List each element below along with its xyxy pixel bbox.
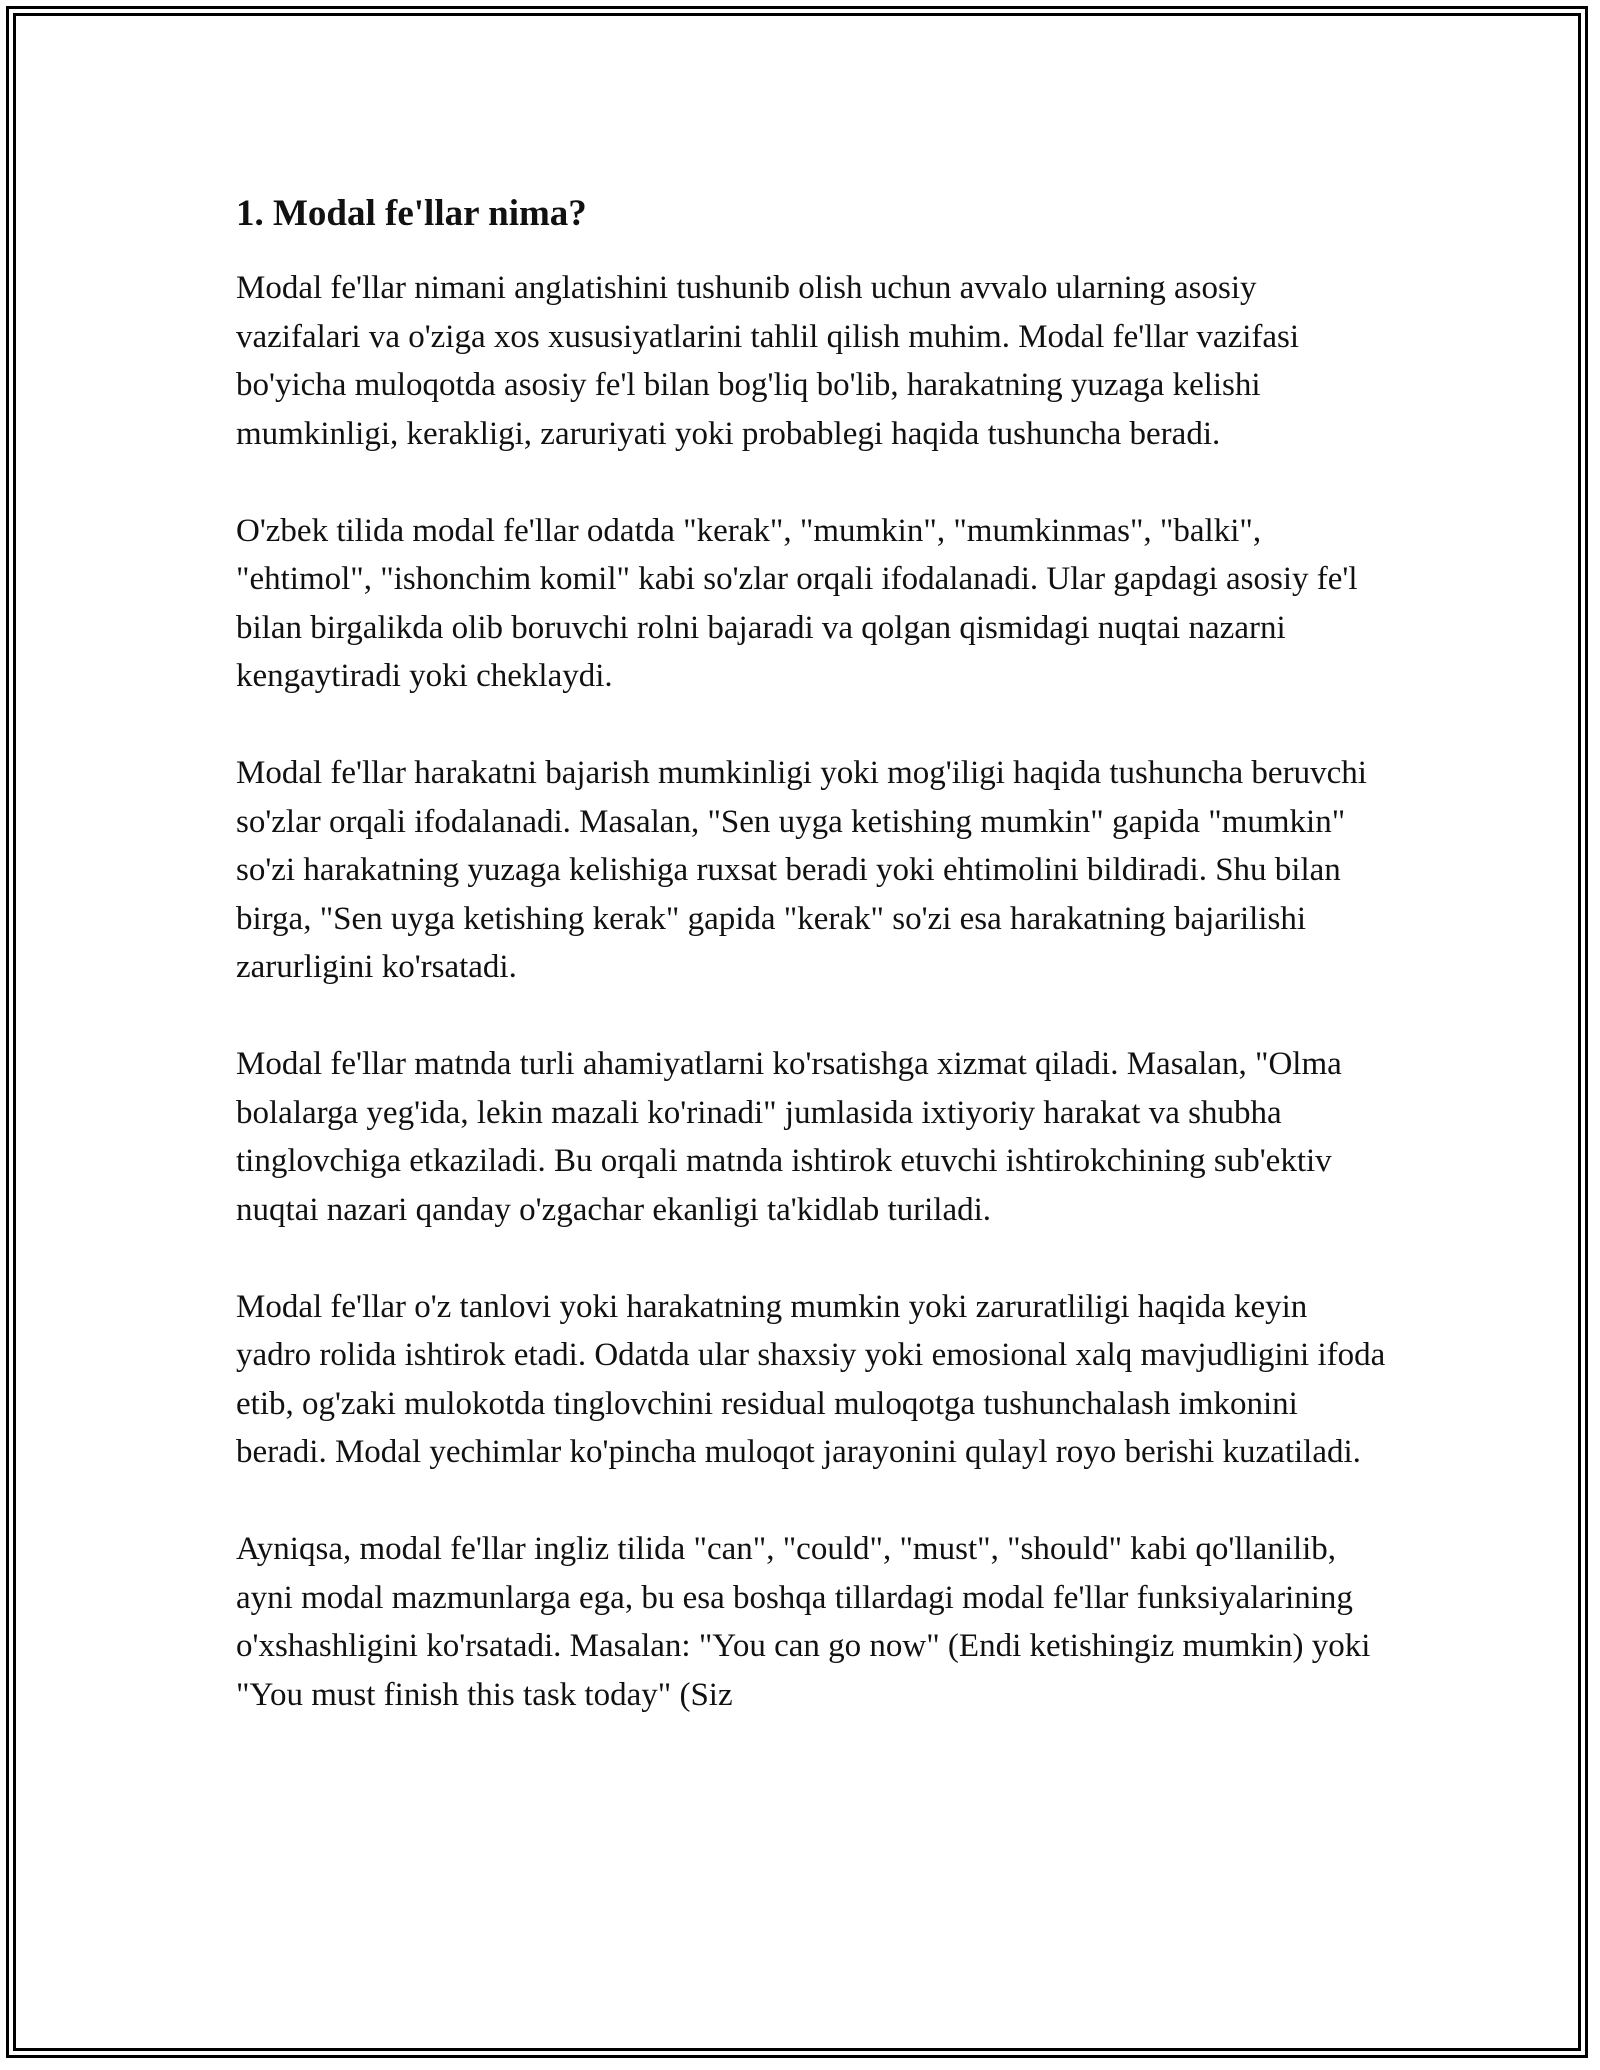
paragraph-1: Modal fe'llar nimani anglatishini tushunib olish uchun avvalo ularning asosiy vazifalari va o'ziga xos xususiyatlarini tahlil qilish muhim. Modal fe'llar vazifasi bo'yicha muloqotda asosiy fe'l bilan bog'liq bo'lib, harakatning yuzaga kelishi mumkinligi, kerakligi, zaruriyati yoki probablegi haqida tushuncha beradi. bbox=[236, 270, 1300, 452]
section-heading: 1. Modal fe'llar nima? bbox=[236, 193, 587, 234]
paragraph-6: Ayniqsa, modal fe'llar ingliz tilida "can", "could", "must", "should" kabi qo'llanilib, ayni modal mazmunlarga ega, bu esa boshqa tillardagi modal fe'llar funksiyalarining o'xshashligini ko'rsatadi. Masalan: "You can go now" (Endi ketishingiz mumkin) yoki "You must finish this task today" (Siz bbox=[236, 1531, 1371, 1713]
paragraph-4: Modal fe'llar matnda turli ahamiyatlarni ko'rsatishga xizmat qiladi. Masalan, "Olma bolalarga yeg'ida, lekin mazali ko'rinadi" jumlasida ixtiyoriy harakat va shubha tinglovchiga etkaziladi. Bu orqali matnda ishtirok etuvchi ishtirokchining sub'ektiv nuqtai nazari qanday o'zgachar ekanligi ta'kidlab turiladi. bbox=[236, 1046, 1342, 1228]
document-body bbox=[236, 186, 1386, 1768]
paragraph-3: Modal fe'llar harakatni bajarish mumkinligi yoki mog'iligi haqida tushuncha beruvchi so'zlar orqali ifodalanadi. Masalan, "Sen uyga ketishing mumkin" gapida "mumkin" so'zi harakatning yuzaga kelishiga ruxsat beradi yoki ehtimolini bildiradi. Shu bilan birga, "Sen uyga ketishing kerak" gapida "kerak" so'zi esa harakatning bajarilishi zarurligini ko'rsatadi. bbox=[236, 755, 1367, 985]
paragraph-2: O'zbek tilida modal fe'llar odatda "kerak", "mumkin", "mumkinmas", "balki", "ehtimol", "ishonchim komil" kabi so'zlar orqali ifodalanadi. Ular gapdagi asosiy fe'l bilan birgalikda olib boruvchi rolni bajaradi va qolgan qismidagi nuqtai nazarni kengaytiradi yoki cheklaydi. bbox=[236, 512, 1358, 694]
paragraph-5: Modal fe'llar o'z tanlovi yoki harakatning mumkin yoki zaruratliligi haqida keyin yadro rolida ishtirok etadi. Odatda ular shaxsiy yoki emosional xalq mavjudligini ifoda etib, og'zaki mulokotda tinglovchini residual muloqotga tushunchalash imkonini beradi. Modal yechimlar ko'pincha muloqot jarayonini qulayl royo berishi kuzatiladi. bbox=[236, 1288, 1386, 1470]
